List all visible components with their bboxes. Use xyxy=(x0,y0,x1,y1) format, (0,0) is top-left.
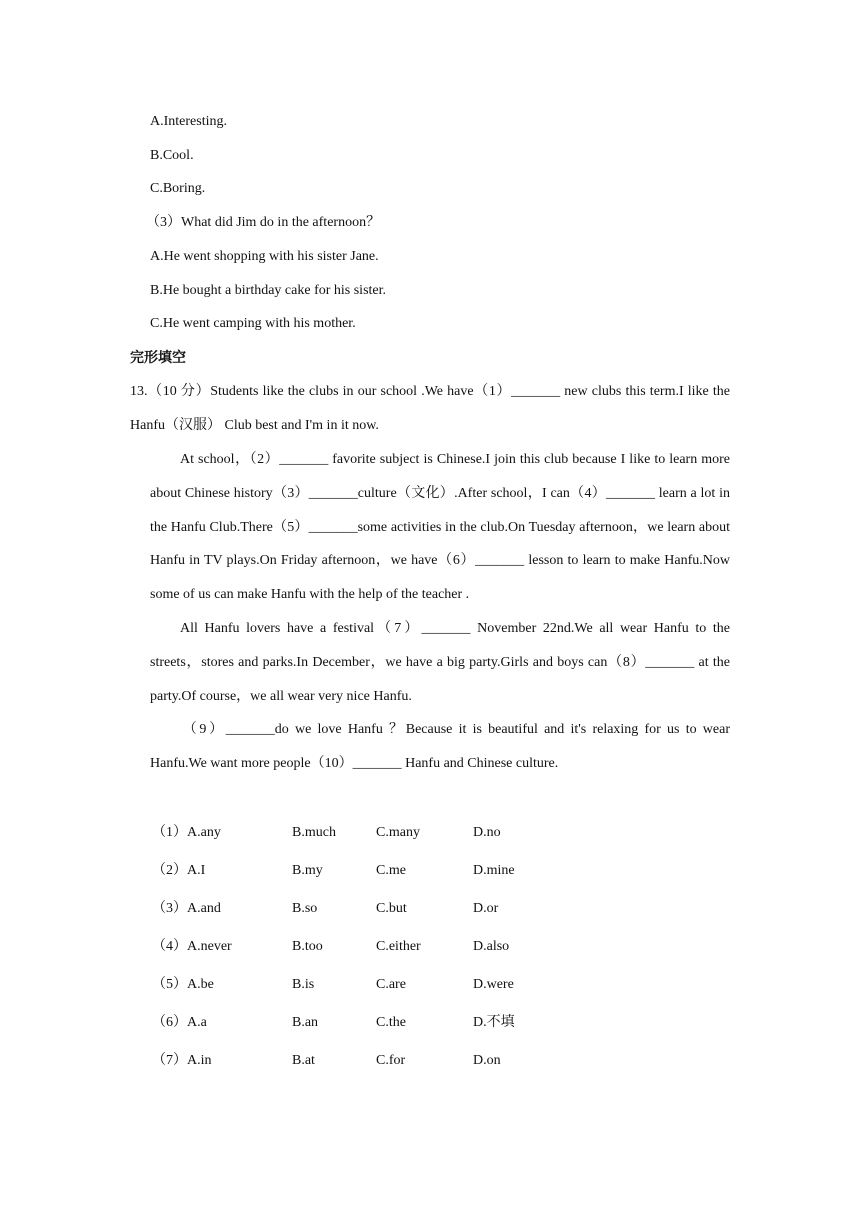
q13-header: 13.（10 分） xyxy=(130,384,211,399)
choice-6-a: （6）A.a xyxy=(152,1015,207,1030)
q13-paragraph-1 xyxy=(130,375,730,443)
choice-5-c: C.are xyxy=(376,977,406,992)
q3-option-a: A.He went shopping with his sister Jane. xyxy=(150,249,379,264)
choice-6-c: C.the xyxy=(376,1015,406,1030)
choice-6-b: B.an xyxy=(292,1015,319,1030)
section-title-cloze: 完形填空 xyxy=(130,350,186,366)
option-b-cool: B.Cool. xyxy=(150,148,194,163)
q3-option-c: C.He went camping with his mother. xyxy=(150,316,356,331)
option-c-boring: C.Boring. xyxy=(150,181,206,196)
choice-3-a: （3）A.and xyxy=(152,901,221,916)
choice-4-d: D.also xyxy=(473,939,510,954)
choice-4-b: B.too xyxy=(292,939,323,954)
choice-7-c: C.for xyxy=(376,1053,406,1068)
q13-paragraph-2 xyxy=(150,443,730,612)
q13-p2-text: At school，（2）_______ favorite subject is Chinese.I join this club because I like to learn more about Chinese history（3）_______culture（文化）.After school，I can（4）_______ learn a lot in the Hanfu Club.There（5）_______some activities in the club.On Tuesday afternoon，we learn about Hanfu in TV plays.On Friday afternoon，we have（6）_______ lesson to learn to make Hanfu.Now some of us can make Hanfu with the help of the teacher . xyxy=(150,452,730,603)
option-a-interesting: A.Interesting. xyxy=(150,114,227,129)
q3-option-b: B.He bought a birthday cake for his sister. xyxy=(150,283,387,298)
choice-4-c: C.either xyxy=(376,939,421,954)
choice-1-b: B.much xyxy=(292,825,336,840)
question-3-stem: （3）What did Jim do in the afternoon？ xyxy=(146,215,381,230)
choice-2-d: D.mine xyxy=(473,863,515,878)
q13-p4-text: （9）_______do we love Hanfu ？Because it is beautiful and it's relaxing for us to wear Hanfu.We want more people（10）_______ Hanfu and Chinese culture. xyxy=(150,722,730,771)
q13-paragraph-3 xyxy=(150,612,730,713)
choice-4-a: （4）A.never xyxy=(152,939,232,954)
choice-1-a: （1）A.any xyxy=(152,825,221,840)
choice-5-d: D.were xyxy=(473,977,514,992)
choice-2-b: B.my xyxy=(292,863,323,878)
choice-7-d: D.on xyxy=(473,1053,501,1068)
choice-3-c: C.but xyxy=(376,901,407,916)
q13-paragraph-4 xyxy=(150,713,730,781)
choice-7-b: B.at xyxy=(292,1053,315,1068)
choice-1-d: D.no xyxy=(473,825,501,840)
q13-p1-text: Students like the clubs in our school .We have（1）_______ new clubs this term.I like the Hanfu（汉服） Club best and I'm in it now. xyxy=(130,384,731,433)
choice-5-a: （5）A.be xyxy=(152,977,214,992)
choice-7-a: （7）A.in xyxy=(152,1053,212,1068)
choice-2-c: C.me xyxy=(376,863,406,878)
choice-2-a: （2）A.I xyxy=(152,863,206,878)
choice-1-c: C.many xyxy=(376,825,420,840)
choice-3-d: D.or xyxy=(473,901,499,916)
q13-p3-text: All Hanfu lovers have a festival（7）_______ November 22nd.We all wear Hanfu to the streets，stores and parks.In December，we have a big party.Girls and boys can（8）_______ at the party.Of course，we all wear very nice Hanfu. xyxy=(150,621,730,704)
choice-6-d: D.不填 xyxy=(473,1015,515,1030)
choice-3-b: B.so xyxy=(292,901,318,916)
choice-5-b: B.is xyxy=(292,977,315,992)
